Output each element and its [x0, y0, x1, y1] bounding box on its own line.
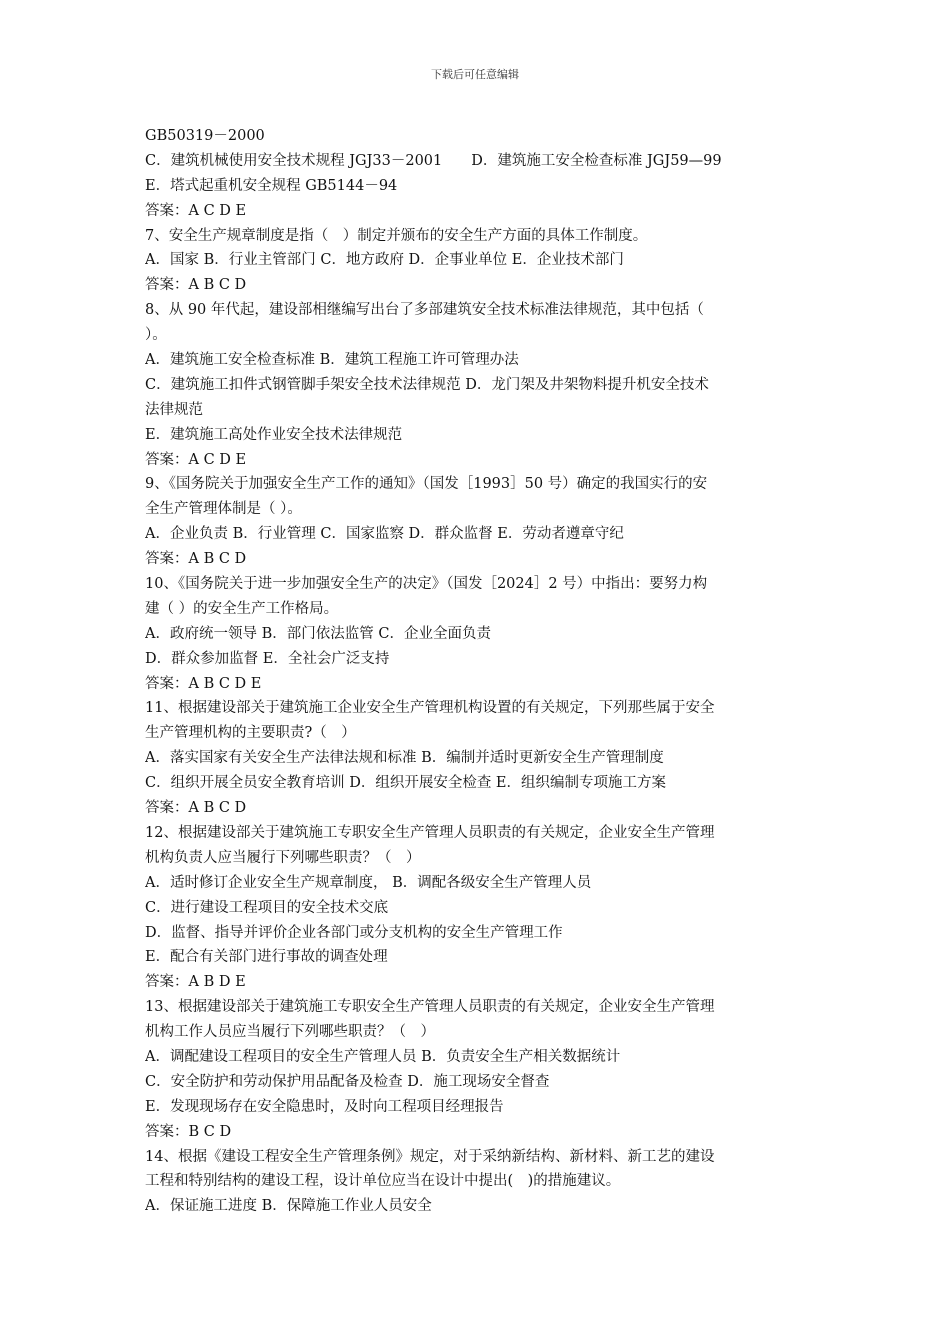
options-line: C．建筑施工扣件式钢管脚手架安全技术法律规范 D．龙门架及井架物料提升机安全技术 [145, 376, 709, 393]
document-body [145, 124, 810, 1219]
text-line: 工程和特别结构的建设工程，设计单位应当在设计中提出( )的措施建议。 [145, 1173, 621, 1190]
question-14: 14、根据《建设工程安全生产管理条例》规定，对于采纳新结构、新材料、新工艺的建设 [145, 1148, 715, 1165]
answer-line: 答案：A B D E [145, 974, 246, 991]
question-8: 8、从 90 年代起，建设部相继编写出台了多部建筑安全技术标准法律规范，其中包括（ [145, 302, 704, 319]
question-12: 12、根据建设部关于建筑施工专职安全生产管理人员职责的有关规定，企业安全生产管理 [145, 824, 715, 841]
options-line: A．建筑施工安全检查标准 B．建筑工程施工许可管理办法 [145, 352, 519, 369]
options-line: A．企业负责 B．行业管理 C．国家监察 D．群众监督 E．劳动者遵章守纪 [145, 526, 624, 543]
options-line: C．安全防护和劳动保护用品配备及检查 D．施工现场安全督查 [145, 1073, 550, 1090]
options-line: E．配合有关部门进行事故的调查处理 [145, 949, 388, 966]
options-line: A．国家 B．行业主管部门 C．地方政府 D．企事业单位 E．企业技术部门 [145, 252, 624, 269]
options-line: A．适时修订企业安全生产规章制度， B．调配各级安全生产管理人员 [145, 874, 592, 891]
options-line: A．调配建设工程项目的安全生产管理人员 B．负责安全生产相关数据统计 [145, 1048, 621, 1065]
options-line: D．监督、指导并评价企业各部门或分支机构的安全生产管理工作 [145, 924, 563, 941]
question-13: 13、根据建设部关于建筑施工专职安全生产管理人员职责的有关规定，企业安全生产管理 [145, 999, 715, 1016]
text-line: 生产管理机构的主要职责?（ ） [145, 725, 356, 742]
text-line: 机构工作人员应当履行下列哪些职责？（ ） [145, 1024, 435, 1041]
text-line: 建（ ）的安全生产工作格局。 [145, 600, 339, 617]
answer-line: 答案：A C D E [145, 202, 247, 219]
options-line: E．建筑施工高处作业安全技术法律规范 [145, 426, 403, 443]
text-line: C．建筑机械使用安全技术规程 JGJ33－2001 D．建筑施工安全检查标准 JGJ59—99 [145, 152, 722, 169]
question-9: 9、《国务院关于加强安全生产工作的通知》（国发［1993］50 号）确定的我国实行的安 [145, 476, 708, 493]
options-line: C．组织开展全员安全教育培训 D．组织开展安全检查 E．组织编制专项施工方案 [145, 775, 667, 792]
text-line: 法律规范 [145, 401, 203, 418]
text-line: ）。 [145, 327, 167, 344]
options-line: D．群众参加监督 E．全社会广泛支持 [145, 650, 390, 667]
text-line: E．塔式起重机安全规程 GB5144－94 [145, 177, 398, 194]
answer-line: 答案：A B C D [145, 277, 247, 294]
question-7: 7、安全生产规章制度是指（ ）制定并颁布的安全生产方面的具体工作制度。 [145, 227, 648, 244]
answer-line: 答案：A C D E [145, 451, 247, 468]
text-line: 机构负责人应当履行下列哪些职责？（ ） [145, 849, 421, 866]
answer-line: 答案：A B C D [145, 800, 247, 817]
text-line: GB50319－2000 [145, 128, 265, 144]
answer-line: 答案：A B C D [145, 551, 247, 568]
options-line: A．政府统一领导 B．部门依法监管 C．企业全面负责 [145, 625, 491, 642]
question-11: 11、根据建设部关于建筑施工企业安全生产管理机构设置的有关规定，下列那些属于安全 [145, 700, 715, 717]
question-10: 10、《国务院关于进一步加强安全生产的决定》（国发［2024］2 号）中指出：要努力构 [145, 576, 708, 593]
page-header: 下载后可任意编辑 [431, 68, 519, 81]
options-line: C．进行建设工程项目的安全技术交底 [145, 899, 389, 916]
options-line: E．发现现场存在安全隐患时，及时向工程项目经理报告 [145, 1098, 504, 1115]
options-line: A．保证施工进度 B．保障施工作业人员安全 [145, 1198, 432, 1215]
options-line: A．落实国家有关安全生产法律法规和标准 B．编制并适时更新安全生产管理制度 [145, 750, 664, 767]
answer-line: 答案：A B C D E [145, 675, 262, 692]
text-line: 全生产管理体制是（ ）。 [145, 501, 302, 518]
answer-line: 答案：B C D [145, 1123, 232, 1140]
